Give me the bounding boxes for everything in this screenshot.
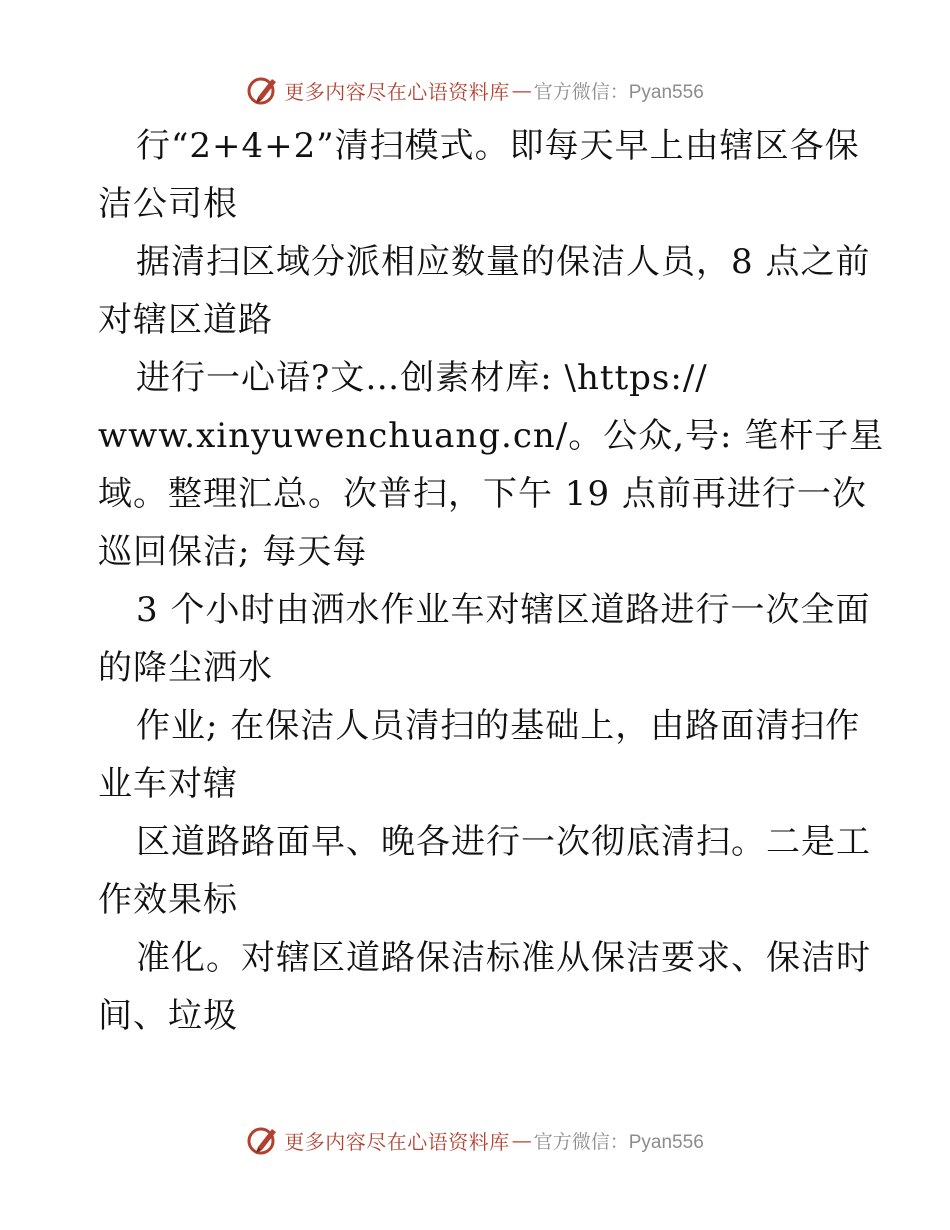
text-line: 的降尘洒水 [98, 648, 273, 688]
watermark-site-text: 更多内容尽在心语资料库 [284, 79, 510, 104]
wechat-id: Pyan556 [628, 81, 704, 103]
wechat-label: 官方微信： [533, 80, 629, 103]
text-line: 巡回保洁; 每天每 [98, 532, 368, 572]
text-line: www.xinyuwenchuang.cn/。公众,号: 笔杆子星 [98, 416, 885, 456]
document-body [98, 117, 885, 1045]
text-line: 区道路路面早、晚各进行一次彻底清扫。二是工 [136, 822, 871, 862]
text-line: 域。整理汇总。次普扫，下午 19 点前再进行一次 [98, 474, 867, 514]
wechat-label: 官方微信： [533, 1130, 629, 1153]
pen-logo-icon [246, 73, 280, 107]
footer-watermark [0, 1120, 950, 1160]
text-line: 业车对辖 [98, 764, 238, 804]
watermark-wechat [534, 1127, 704, 1154]
text-line: 间、垃圾 [98, 996, 238, 1036]
text-line: 洁公司根 [98, 184, 238, 224]
watermark-separator: — [511, 78, 532, 102]
text-line: 据清扫区域分派相应数量的保洁人员，8 点之前 [136, 242, 871, 282]
text-line: 准化。对辖区道路保洁标准从保洁要求、保洁时 [136, 938, 871, 978]
watermark-separator: — [511, 1128, 532, 1152]
text-line: 行“2+4+2”清扫模式。即每天早上由辖区各保 [136, 126, 860, 166]
text-line: 作效果标 [98, 880, 238, 920]
text-line: 对辖区道路 [98, 300, 273, 340]
header-watermark [0, 70, 950, 110]
wechat-id: Pyan556 [628, 1131, 704, 1153]
pen-logo-icon [246, 1123, 280, 1157]
text-line: 作业; 在保洁人员清扫的基础上，由路面清扫作 [136, 706, 861, 746]
text-line: 3 个小时由洒水作业车对辖区道路进行一次全面 [136, 590, 871, 630]
watermark-site-text: 更多内容尽在心语资料库 [284, 1129, 510, 1154]
watermark-wechat [534, 77, 704, 104]
text-line: 进行一心语?文…创素材库: \https:// [136, 358, 708, 398]
